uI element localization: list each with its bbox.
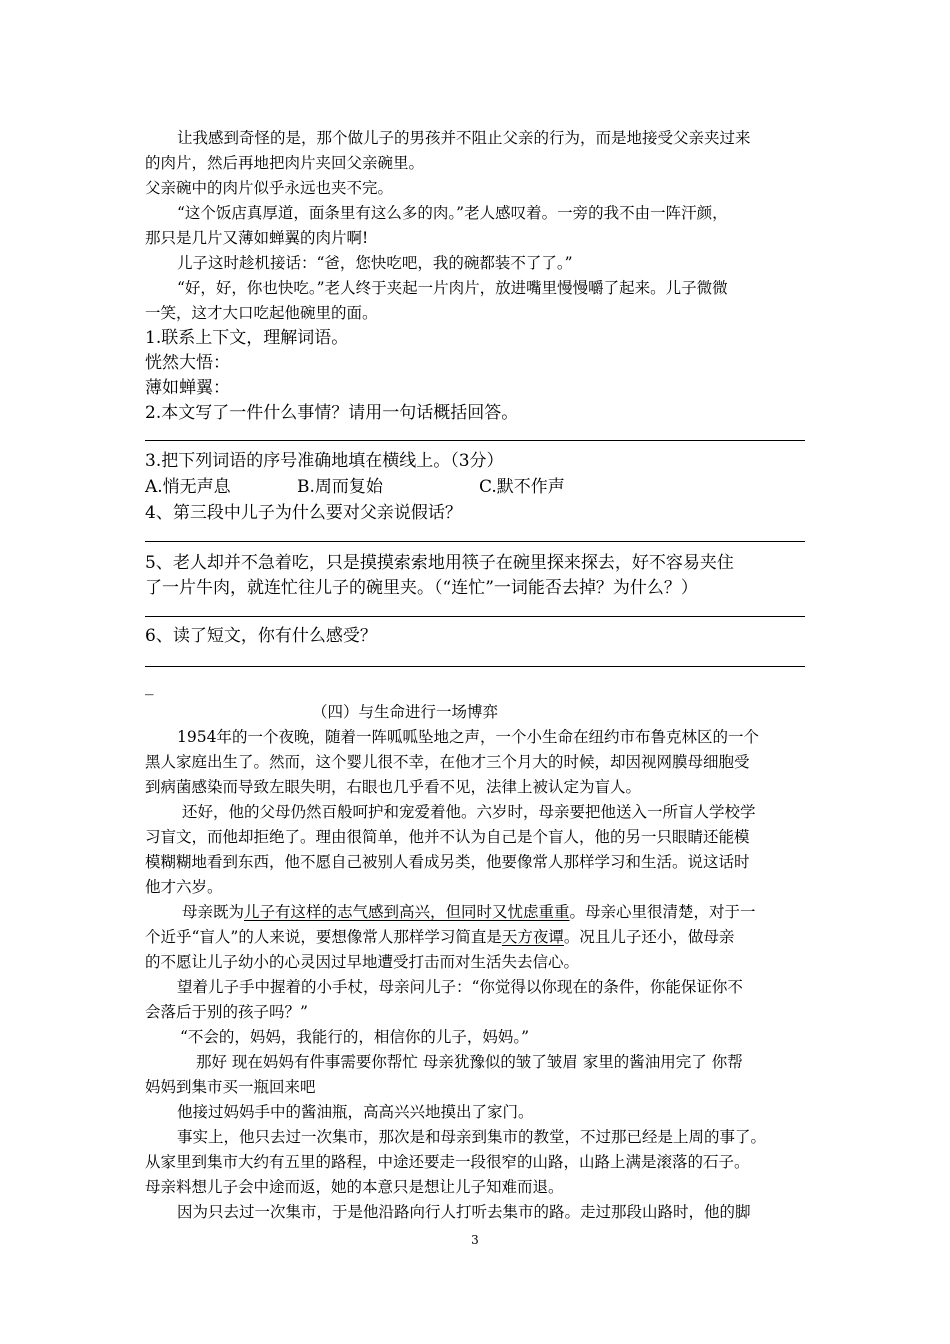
option-b: B.周而复始 bbox=[297, 477, 383, 497]
page-number: 3 bbox=[471, 1233, 479, 1247]
story4-para6-line2: 妈妈到集市买一瓶回来吧 bbox=[145, 1078, 316, 1096]
story4-para7: 他接过妈妈手中的酱油瓶，高高兴兴地摸出了家门。 bbox=[177, 1103, 534, 1121]
question-1: 1.联系上下文，理解词语。 bbox=[145, 328, 349, 348]
question-6: 6、读了短文，你有什么感受？ bbox=[145, 626, 377, 646]
question-4: 4、第三段中儿子为什么要对父亲说假话？ bbox=[145, 503, 462, 523]
story4-para4-line1: 望着儿子手中握着的小手杖，母亲问儿子：“你觉得以你现在的条件，你能保证你不 bbox=[177, 978, 743, 996]
para3-text: 。母亲心里很清楚，对于一 bbox=[569, 903, 756, 921]
story3-para5-line1: “好，好，你也快吃。”老人终于夹起一片肉片，放进嘴里慢慢嚼了起来。儿子微微 bbox=[177, 279, 728, 297]
story4-para4-line2: 会落后于别的孩子吗？” bbox=[145, 1003, 308, 1021]
story4-para9: 因为只去过一次集市，于是他沿路向行人打听去集市的路。走过那段山路时，他的脚 bbox=[177, 1203, 751, 1221]
story4-para1-line2: 黑人家庭出生了。然而，这个婴儿很不幸，在他才三个月大的时候，却因视网膜母细胞受 bbox=[145, 753, 750, 771]
story4-title: （四）与生命进行一场博弈 bbox=[312, 703, 499, 721]
story4-para2-line3: 模糊糊地看到东西，他不愿自己被别人看成另类，他要像常人那样学习和生活。说这话时 bbox=[145, 853, 750, 871]
option-a: A.悄无声息 bbox=[145, 477, 231, 497]
underlined-idiom: 天方夜谭 bbox=[501, 928, 564, 946]
question-5-line1: 5、老人却并不急着吃，只是摸摸索索地用筷子在碗里探来探去，好不容易夹住 bbox=[145, 553, 734, 573]
story3-para4: 儿子这时趁机接话：“爸，您快吃吧，我的碗都装不了了。” bbox=[177, 254, 573, 272]
story3-para3-line2: 那只是几片又薄如蝉翼的肉片啊! bbox=[145, 229, 369, 247]
para3-text: 母亲既为 bbox=[182, 903, 245, 921]
story4-para1-line1: 1954年的一个夜晚，随着一阵呱呱坠地之声，一个小生命在纽约市布鲁克林区的一个 bbox=[177, 728, 759, 746]
answer-line-q4[interactable] bbox=[145, 541, 805, 542]
story4-para3-line3: 的不愿让儿子幼小的心灵因过早地遭受打击而对生活失去信心。 bbox=[145, 953, 580, 971]
story4-para2-line4: 他才六岁。 bbox=[145, 878, 223, 896]
question-3-options bbox=[145, 477, 565, 497]
story4-para3-line2 bbox=[145, 927, 734, 947]
story4-para6-line1: 那好 现在妈妈有件事需要你帮忙 母亲犹豫似的皱了皱眉 家里的酱油用完了 你帮 bbox=[196, 1053, 743, 1071]
story4-para2-line2: 习盲文，而他却拒绝了。理由很简单，他并不认为自己是个盲人，他的另一只眼睛还能模 bbox=[145, 828, 750, 846]
story4-para5: “不会的，妈妈，我能行的，相信你的儿子，妈妈。” bbox=[180, 1028, 530, 1046]
story3-para2: 父亲碗中的肉片似乎永远也夹不完。 bbox=[145, 179, 394, 197]
question-1-term-b: 薄如蝉翼： bbox=[145, 378, 230, 398]
story4-para8-line2: 从家里到集市大约有五里的路程，中途还要走一段很窄的山路，山路上满是滚落的石子。 bbox=[145, 1153, 750, 1171]
story3-para3-line1: “这个饭店真厚道，面条里有这么多的肉。”老人感叹着。一旁的我不由一阵汗颜， bbox=[177, 204, 728, 222]
story3-para1-line2: 的肉片，然后再地把肉片夹回父亲碗里。 bbox=[145, 154, 425, 172]
story4-para3-line1 bbox=[182, 902, 756, 922]
answer-line-q2[interactable] bbox=[145, 440, 805, 441]
question-5-line2: 了一片牛肉，就连忙往儿子的碗里夹。（“连忙”一词能否去掉？为什么？） bbox=[145, 578, 698, 598]
para3-text: 。况且儿子还小，做母亲 bbox=[563, 928, 735, 946]
story4-para8-line1: 事实上，他只去过一次集市，那次是和母亲到集市的教堂，不过那已经是上周的事了。 bbox=[177, 1128, 767, 1146]
option-c: C.默不作声 bbox=[479, 477, 565, 497]
answer-line-q5[interactable] bbox=[145, 616, 805, 617]
story3-para5-line2: 一笑，这才大口吃起他碗里的面。 bbox=[145, 304, 378, 322]
underlined-phrase: 儿子有这样的志气感到高兴，但同时又忧虑重重 bbox=[244, 903, 570, 921]
question-1-term-a: 恍然大悟： bbox=[145, 353, 230, 373]
question-2: 2.本文写了一件什么事情？请用一句话概括回答。 bbox=[145, 403, 519, 423]
stray-underscore: _ bbox=[145, 676, 154, 696]
para3-text: 个近乎“盲人”的人来说，要想像常人那样学习简直是 bbox=[145, 928, 502, 946]
story4-para8-line3: 母亲料想儿子会中途而返，她的本意只是想让儿子知难而退。 bbox=[145, 1178, 564, 1196]
story3-para1-line1: 让我感到奇怪的是，那个做儿子的男孩并不阻止父亲的行为，而是地接受父亲夹过来 bbox=[177, 129, 751, 147]
answer-line-q6[interactable] bbox=[145, 666, 805, 667]
story4-para1-line3: 到病菌感染而导致左眼失明，右眼也几乎看不见，法律上被认定为盲人。 bbox=[145, 778, 642, 796]
story4-para2-line1: 还好，他的父母仍然百般呵护和宠爱着他。六岁时，母亲要把他送入一所盲人学校学 bbox=[182, 803, 756, 821]
question-3: 3.把下列词语的序号准确地填在横线上。（3分） bbox=[145, 451, 504, 471]
